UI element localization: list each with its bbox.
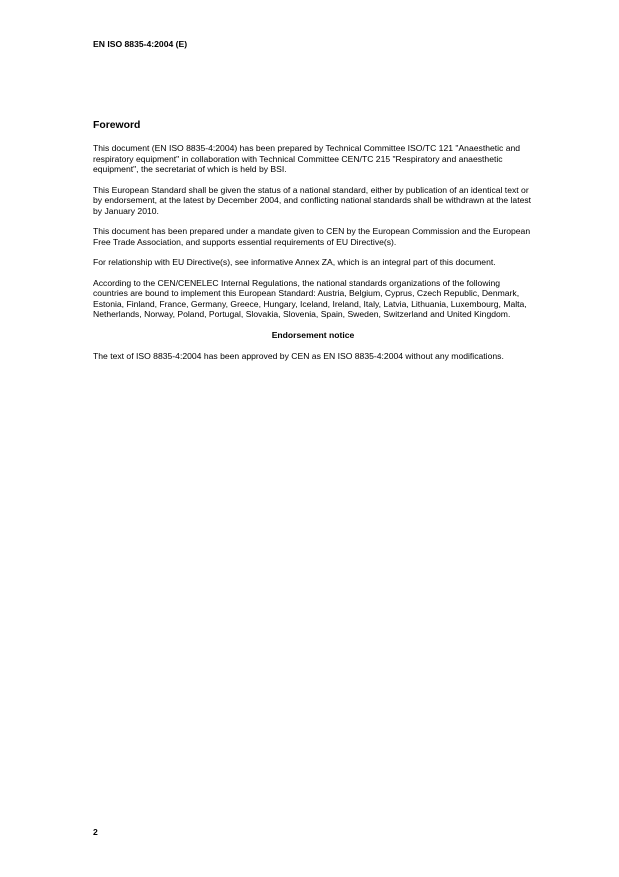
foreword-heading: Foreword — [93, 120, 141, 131]
endorsement-notice-text: The text of ISO 8835-4:2004 has been approved by CEN as EN ISO 8835-4:2004 without any modifications. — [93, 350, 504, 361]
page-content — [93, 119, 533, 371]
endorsement-notice-heading: Endorsement notice — [271, 329, 355, 340]
foreword-paragraph-committee: This document (EN ISO 8835-4:2004) has been prepared by Technical Committee ISO/TC 121 "Anaesthetic and respiratory equipment" in collaboration with Technical Committee CEN/TC 215 "Respiratory and anaesthetic equipment", the secretariat of which is held by BSI. — [93, 143, 521, 174]
foreword-paragraph-eu-directive: For relationship with EU Directive(s), see informative Annex ZA, which is an integral part of this document. — [93, 257, 496, 267]
foreword-paragraph-countries: According to the CEN/CENELEC Internal Regulations, the national standards organizations of the following countries are bound to implement this European Standard: Austria, Belgium, Cyprus, Czech Republic, Denmark, Estonia, Finland, France, Germany, Greece, Hungary, Iceland, Ireland, Italy, Latvia, Lithuania, Luxembourg, Malta, Netherlands, Norway, Poland, Portugal, Slovakia, Slovenia, Spain, Sweden, Switzerland and United Kingdom. — [93, 277, 527, 319]
foreword-paragraph-national-status: This European Standard shall be given the status of a national standard, either by publication of an identical text or by endorsement, at the latest by December 2004, and conflicting national standards shall be withdrawn at the latest by January 2010. — [93, 184, 532, 216]
page-number: 2 — [93, 827, 98, 837]
foreword-paragraph-mandate: This document has been prepared under a mandate given to CEN by the European Commission and the European Free Trade Association, and supports essential requirements of EU Directive(s). — [93, 226, 531, 247]
document-id-header: EN ISO 8835-4:2004 (E) — [93, 39, 188, 49]
